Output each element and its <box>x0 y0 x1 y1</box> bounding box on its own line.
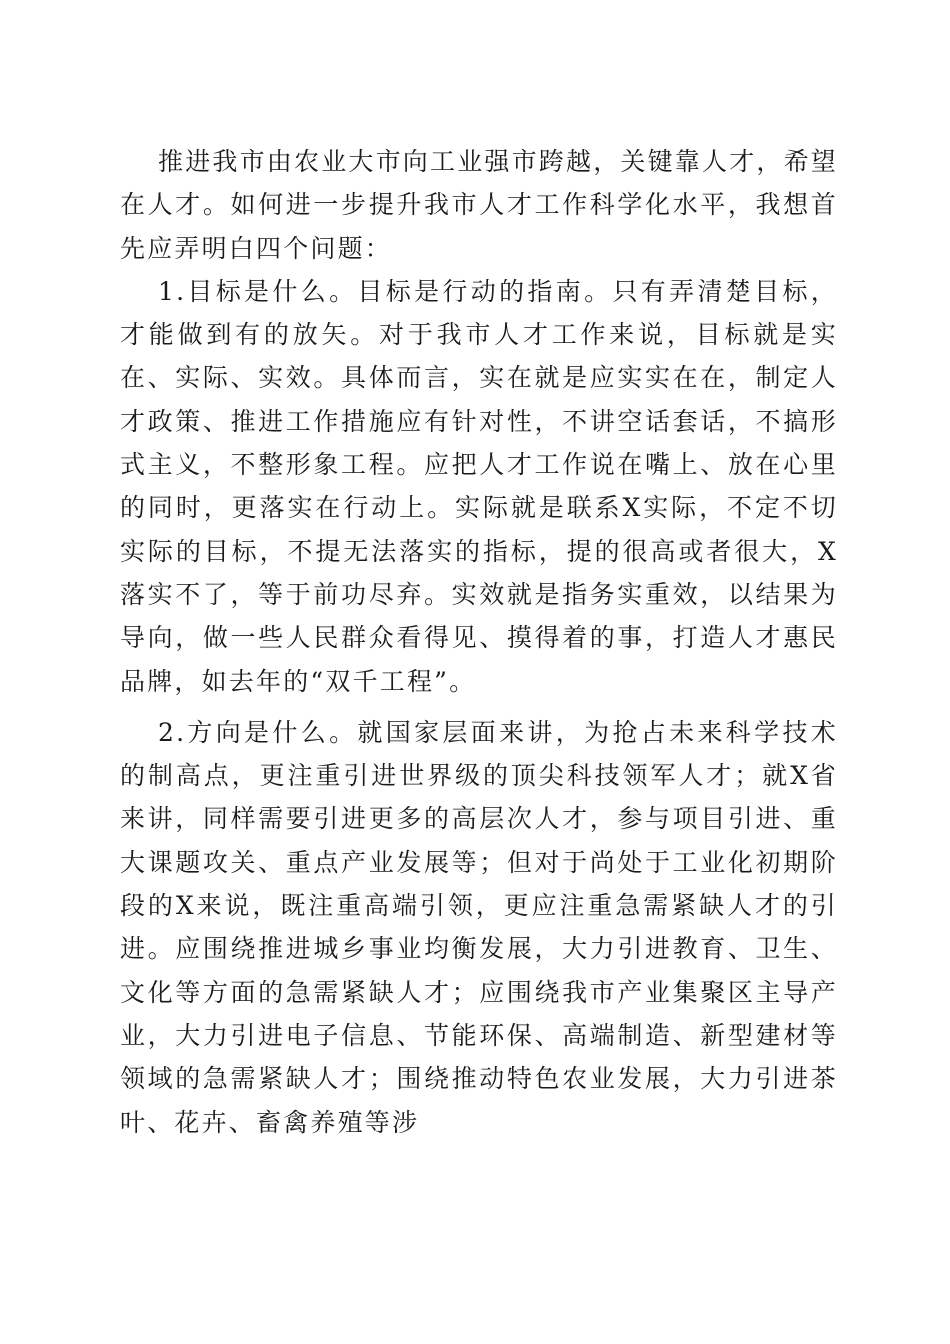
intro-paragraph: 推进我市由农业大市向工业强市跨越，关键靠人才，希望在人才。如何进一步提升我市人才工作科学化水平，我想首先应弄明白四个问题： <box>120 147 839 263</box>
point-2-paragraph: 2.方向是什么。就国家层面来讲，为抢占未来科学技术的制高点，更注重引进世界级的顶尖科技领军人才；就X省来讲，同样需要引进更多的高层次人才，参与项目引进、重大课题攻关、重点产业发展等；但对于尚处于工业化初期阶段的X来说，既注重高端引领，更应注重急需紧缺人才的引进。应围绕推进城乡事业均衡发展，大力引进教育、卫生、文化等方面的急需紧缺人才；应围绕我市产业集聚区主导产业，大力引进电子信息、节能环保、高端制造、新型建材等领域的急需紧缺人才；围绕推动特色农业发展，大力引进茶叶、花卉、畜禽养殖等涉 <box>120 717 838 1137</box>
point-1-paragraph: 1.目标是什么。目标是行动的指南。只有弄清楚目标，才能做到有的放矢。对于我市人才工作来说，目标就是实在、实际、实效。具体而言，实在就是应实实在在，制定人才政策、推进工作措施应有针对性，不讲空话套话，不搞形式主义，不整形象工程。应把人才工作说在嘴上、放在心里的同时，更落实在行动上。实际就是联系X实际，不定不切实际的目标，不提无法落实的指标，提的很高或者很大，X落实不了，等于前功尽弃。实效就是指务实重效，以结果为导向，做一些人民群众看得见、摸得着的事，打造人才惠民品牌，如去年的“双千工程”。 <box>120 276 838 696</box>
document-body <box>120 140 838 1144</box>
paragraph-spacer <box>120 703 838 711</box>
